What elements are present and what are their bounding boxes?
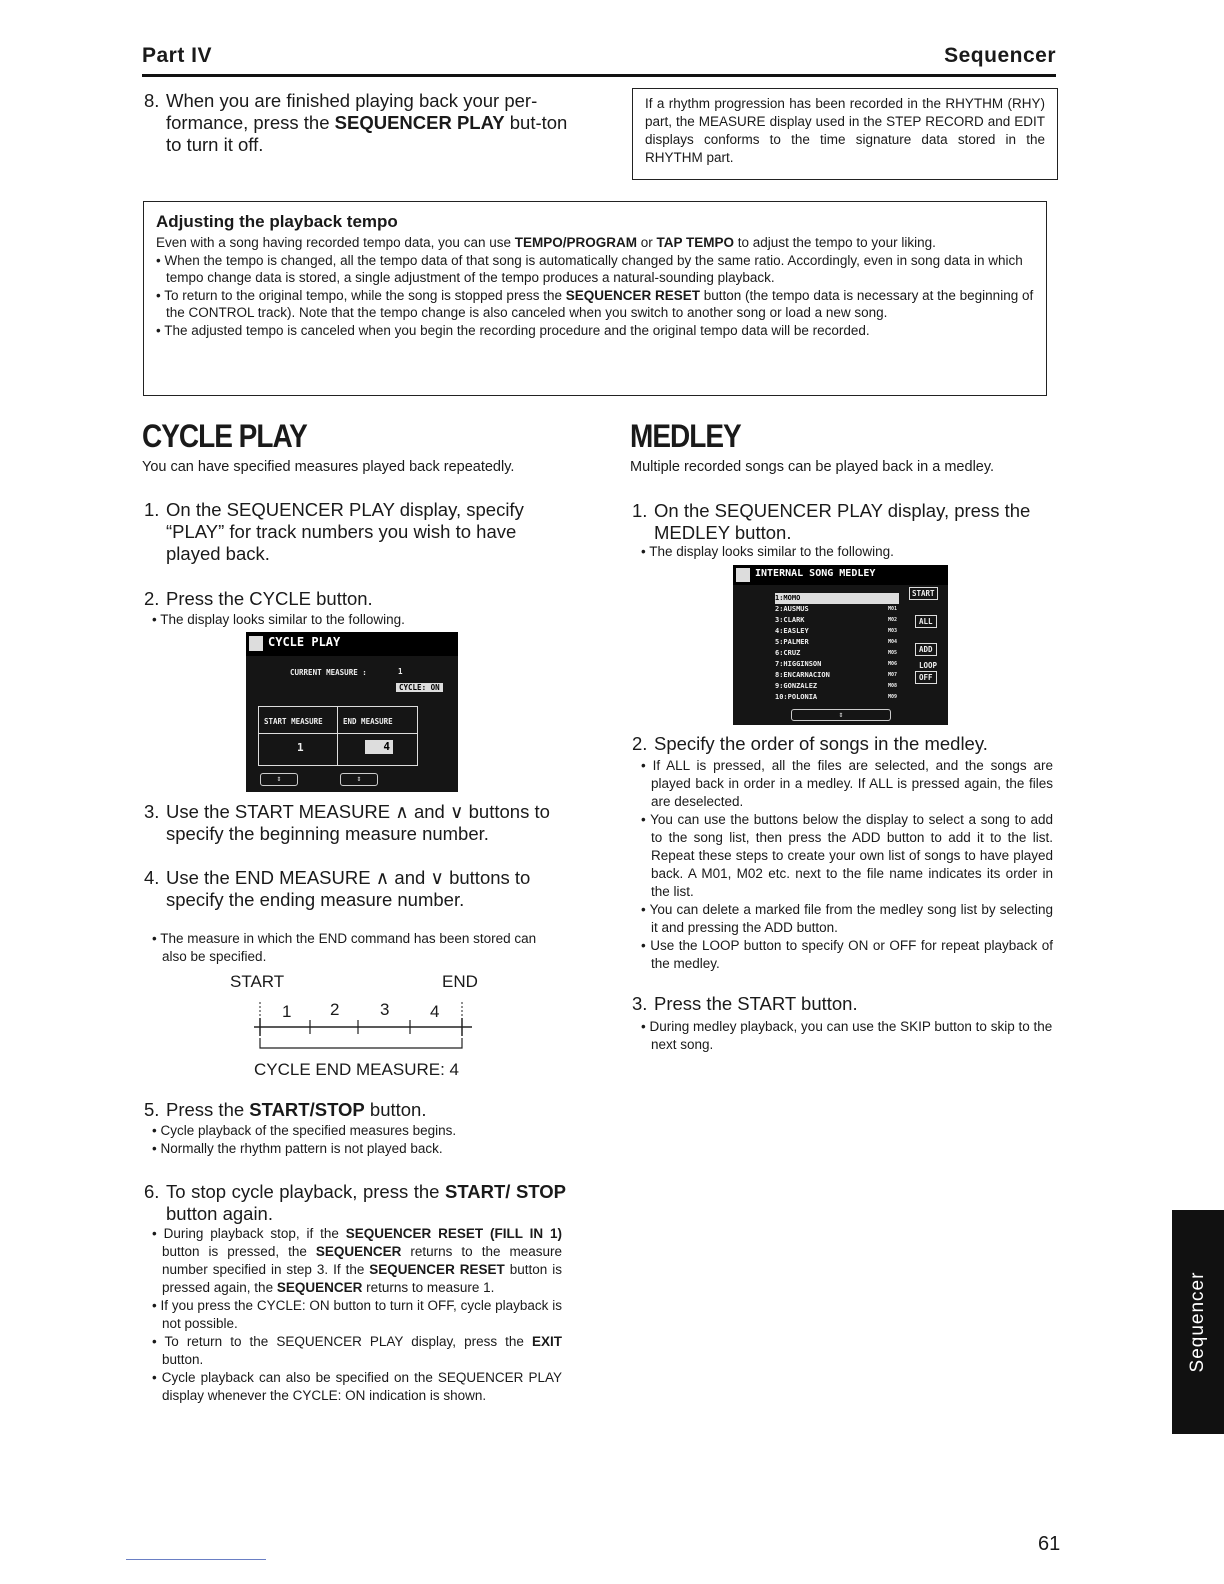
song-name: 3:CLARK	[775, 616, 805, 624]
tempo-box-body	[156, 234, 1036, 339]
song-order-tag: M03	[887, 628, 897, 634]
tempo-box-title: Adjusting the playback tempo	[156, 212, 398, 231]
lcd-measure-table	[258, 706, 418, 766]
step-8: 8. When you are finished playing back your per-formance, press the SEQUENCER PLAY but-ton to turn it off.	[144, 90, 568, 155]
diagram-caption: CYCLE END MEASURE: 4	[254, 1060, 459, 1079]
cycle-step-4-bullets: • The measure in which the END command has been stored can also be specified.	[152, 931, 537, 964]
song-name: 4:EASLEY	[775, 627, 809, 635]
loop-label: LOOP	[919, 661, 938, 670]
cycle-play-title: CYCLE PLAY	[142, 418, 307, 454]
medley-song-row[interactable]	[775, 593, 899, 604]
lcd-title: INTERNAL SONG MEDLEY	[755, 568, 876, 579]
cycle-step-3: 3. Use the START MEASURE ∧ and ∨ buttons to specify the beginning measure number.	[144, 801, 550, 844]
footer-rule	[126, 1559, 266, 1560]
measure-1: 1	[282, 1002, 292, 1021]
tempo-intro: Even with a song having recorded tempo data, you can use TEMPO/PROGRAM or TAP TEMPO to adjust the tempo to your liking.	[156, 235, 936, 250]
medley-start-button[interactable]: START	[909, 587, 938, 600]
medley-step-3-bullets: • During medley playback, you can use the SKIP button to skip to the next song.	[641, 1019, 1053, 1052]
medley-step-1: 1. On the SEQUENCER PLAY display, press the MEDLEY button.	[632, 500, 1031, 543]
end-measure-updown-button[interactable]: ⇕	[340, 773, 378, 786]
medley-add-button[interactable]: ADD	[915, 643, 937, 656]
measure-3: 3	[380, 1000, 390, 1019]
tempo-info-box	[143, 201, 1047, 396]
song-order-tag: M07	[887, 672, 897, 678]
medley-song-row[interactable]	[775, 659, 899, 670]
cycle-step-2-bullets: • The display looks similar to the following.	[152, 612, 405, 627]
cycle-step-4: 4. Use the END MEASURE ∧ and ∨ buttons to specify the ending measure number.	[144, 867, 531, 910]
tempo-bullet: • When the tempo is changed, all the tempo data of that song is automatically changed by the same ratio. Accordingly, even in song data in which tempo change data is stored, a single adjustment of the tempo produces a natural-sounding playback.	[156, 252, 1023, 285]
song-name: 6:CRUZ	[775, 649, 801, 657]
medley-song-row[interactable]	[775, 681, 899, 692]
start-measure-label: START MEASURE	[264, 717, 323, 726]
song-order-tag: M06	[887, 661, 897, 667]
song-name: 2:AUSMUS	[775, 605, 809, 613]
song-name: 1:MOMO	[775, 594, 801, 602]
medley-song-row[interactable]	[775, 604, 899, 615]
medley-song-row[interactable]	[775, 670, 899, 681]
measure-line-graphic	[230, 994, 490, 1054]
chapter-label: Sequencer	[944, 44, 1056, 67]
medley-step-1-bullets: • The display looks similar to the following.	[641, 544, 894, 559]
cycle-step-5: 5. Press the START/STOP button.	[144, 1099, 427, 1120]
song-name: 10:POLONIA	[775, 693, 818, 701]
medley-song-list[interactable]	[775, 593, 899, 703]
medley-song-row[interactable]	[775, 615, 899, 626]
seq-icon	[249, 636, 263, 651]
measure-2: 2	[330, 1000, 340, 1019]
tempo-bullet: • To return to the original tempo, while the song is stopped press the SEQUENCER RESET button (the tempo data is necessary at the beginning of the CONTROL track). Note that the tempo change is also canceled when you switch to another song or load a new song.	[156, 287, 1034, 320]
medley-all-button[interactable]: ALL	[915, 615, 937, 628]
cycle-step-6: 6. To stop cycle playback, press the START/ STOP button again.	[144, 1181, 566, 1224]
lcd-current-value: 1	[398, 667, 403, 676]
medley-step-2: 2. Specify the order of songs in the medley.	[632, 733, 988, 754]
lcd-title: CYCLE PLAY	[268, 635, 341, 649]
page-number: 61	[1038, 1533, 1061, 1555]
medley-song-row[interactable]	[775, 637, 899, 648]
song-order-tag: M05	[887, 650, 897, 656]
medley-title: MEDLEY	[630, 418, 741, 454]
cycle-intro: You can have specified measures played back repeatedly.	[142, 459, 515, 475]
song-order-tag: M01	[887, 606, 897, 612]
medley-step-3: 3. Press the START button.	[632, 993, 858, 1014]
cycle-step-2: 2. Press the CYCLE button.	[144, 588, 373, 609]
rhythm-note-box: If a rhythm progression has been recorded in the RHYTHM (RHY) part, the MEASURE display used in the STEP RECORD and EDIT displays conforms to the time signature data stored in the RHYTHM part.	[632, 88, 1058, 180]
song-order-tag: M04	[887, 639, 897, 645]
song-name: 5:PALMER	[775, 638, 809, 646]
song-order-tag: M02	[887, 617, 897, 623]
cycle-measure-diagram	[230, 972, 490, 1082]
diagram-end-label: END	[442, 972, 478, 991]
song-order-tag: M08	[887, 683, 897, 689]
start-measure-updown-button[interactable]: ⇕	[260, 773, 298, 786]
seq-icon	[736, 568, 750, 582]
step-number: 8.	[144, 90, 160, 111]
medley-intro: Multiple recorded songs can be played back in a medley.	[630, 459, 995, 475]
medley-song-row[interactable]	[775, 648, 899, 659]
song-order-tag: M09	[887, 694, 897, 700]
cycle-step-5-bullets: • Cycle playback of the specified measures begins. • Normally the rhythm pattern is not played back.	[152, 1123, 457, 1156]
chapter-side-tab	[1172, 1210, 1224, 1434]
tempo-bullet: • The adjusted tempo is canceled when you begin the recording procedure and the original tempo data will be recorded.	[156, 322, 870, 338]
cycle-step-1: 1. On the SEQUENCER PLAY display, specify “PLAY” for track numbers you wish to have played back.	[144, 499, 524, 564]
cycle-play-lcd	[246, 632, 458, 792]
end-measure-value: 4	[365, 740, 393, 754]
medley-song-row[interactable]	[775, 626, 899, 637]
song-name: 7:HIGGINSON	[775, 660, 822, 668]
side-tab-label: Sequencer	[1187, 1271, 1208, 1373]
loop-off-button[interactable]: OFF	[915, 671, 937, 684]
cycle-on-button[interactable]: CYCLE: ON	[396, 683, 443, 692]
medley-step-2-bullets: • If ALL is pressed, all the files are selected, and the songs are played back in order in a medley. If ALL is pressed again, the files are deselected. • You can use the buttons below the display to select a song to add to the song list, then press the ADD button to add it to the list. Repeat these steps to create your own list of songs to have played back. A M01, M02 etc. next to the file name indicates its order in the list. • You can delete a marked file from the medley song list by selecting it and pressing the ADD button. • Use the LOOP button to specify ON or OFF for repeat playback of the medley.	[641, 758, 1054, 971]
song-name: 8:ENCARNACION	[775, 671, 830, 679]
start-measure-value: 1	[297, 741, 304, 754]
part-label: Part IV	[142, 44, 213, 67]
end-measure-label: END MEASURE	[343, 717, 393, 726]
lcd-current-label: CURRENT MEASURE :	[290, 668, 367, 677]
song-select-updown-button[interactable]: ⇕	[791, 709, 891, 721]
medley-lcd	[733, 565, 948, 725]
header-rule	[142, 74, 1056, 77]
cycle-step-6-bullets: • During playback stop, if the SEQUENCER RESET (FILL IN 1) button is pressed, the SEQUENCER returns to the measure number specified in step 3. If the SEQUENCER RESET button is pressed again, the SEQUENCER returns to measure 1. • If you press the CYCLE: ON button to turn it OFF, cycle playback is not possible. • To return to the SEQUENCER PLAY display, press the EXIT button. • Cycle playback can also be specified on the SEQUENCER PLAY display whenever the CYCLE: ON indication is shown.	[152, 1226, 562, 1403]
medley-song-row[interactable]	[775, 692, 899, 703]
diagram-start-label: START	[230, 972, 285, 991]
measure-4: 4	[430, 1002, 440, 1021]
song-name: 9:GONZALEZ	[775, 682, 818, 690]
